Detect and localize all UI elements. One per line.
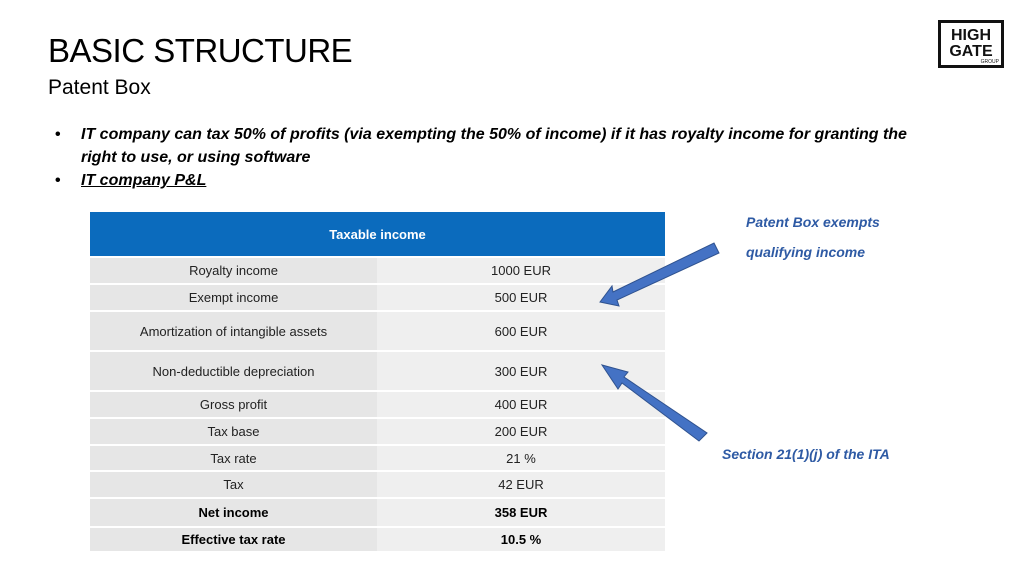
table-row [90,284,665,311]
table-row [90,445,665,471]
row-value: 358 EUR [377,498,665,527]
row-label: Tax [90,471,377,498]
table-row [90,418,665,445]
row-value: 200 EUR [377,418,665,445]
patent-box-note-line1: Patent Box exempts [746,214,880,230]
table-row [90,257,665,284]
row-value: 300 EUR [377,351,665,391]
bullet-text: IT company P&L [81,172,207,189]
row-label: Net income [90,498,377,527]
logo-line-3: GROUP [980,59,999,65]
row-label: Effective tax rate [90,527,377,551]
row-value: 600 EUR [377,311,665,351]
slide-title: BASIC STRUCTURE [48,32,353,69]
logo-line-2: GATE [949,43,993,60]
row-label: Exempt income [90,284,377,311]
bullet-item [55,169,935,192]
row-label: Gross profit [90,391,377,418]
bullet-dot-icon: • [55,126,61,143]
row-value: 10.5 % [377,527,665,551]
bullet-dot-icon: • [55,172,61,189]
row-value: 21 % [377,445,665,471]
table-row [90,311,665,351]
row-label: Tax rate [90,445,377,471]
patent-box-note-line2: qualifying income [746,244,866,260]
row-label: Non-deductible depreciation [90,351,377,391]
row-value: 42 EUR [377,471,665,498]
bullet-list [55,123,935,192]
table-header: Taxable income [90,212,665,257]
table-row [90,471,665,498]
slide-subtitle: Patent Box [48,76,151,99]
bullet-item [55,123,935,169]
row-label: Royalty income [90,257,377,284]
logo-line-1: HIGH [951,27,991,44]
row-label: Amortization of intangible assets [90,311,377,351]
row-value: 400 EUR [377,391,665,418]
table-row [90,527,665,551]
taxable-income-table [90,212,665,551]
highgate-logo [938,20,1004,68]
table-row [90,351,665,391]
bullet-text: IT company can tax 50% of profits (via exempting the 50% of income) if it has royalty income for granting the right to use, or using software [81,126,907,166]
row-value: 500 EUR [377,284,665,311]
table-row [90,391,665,418]
section-reference-note: Section 21(1)(j) of the ITA [722,446,890,462]
row-label: Tax base [90,418,377,445]
table-row [90,498,665,527]
row-value: 1000 EUR [377,257,665,284]
